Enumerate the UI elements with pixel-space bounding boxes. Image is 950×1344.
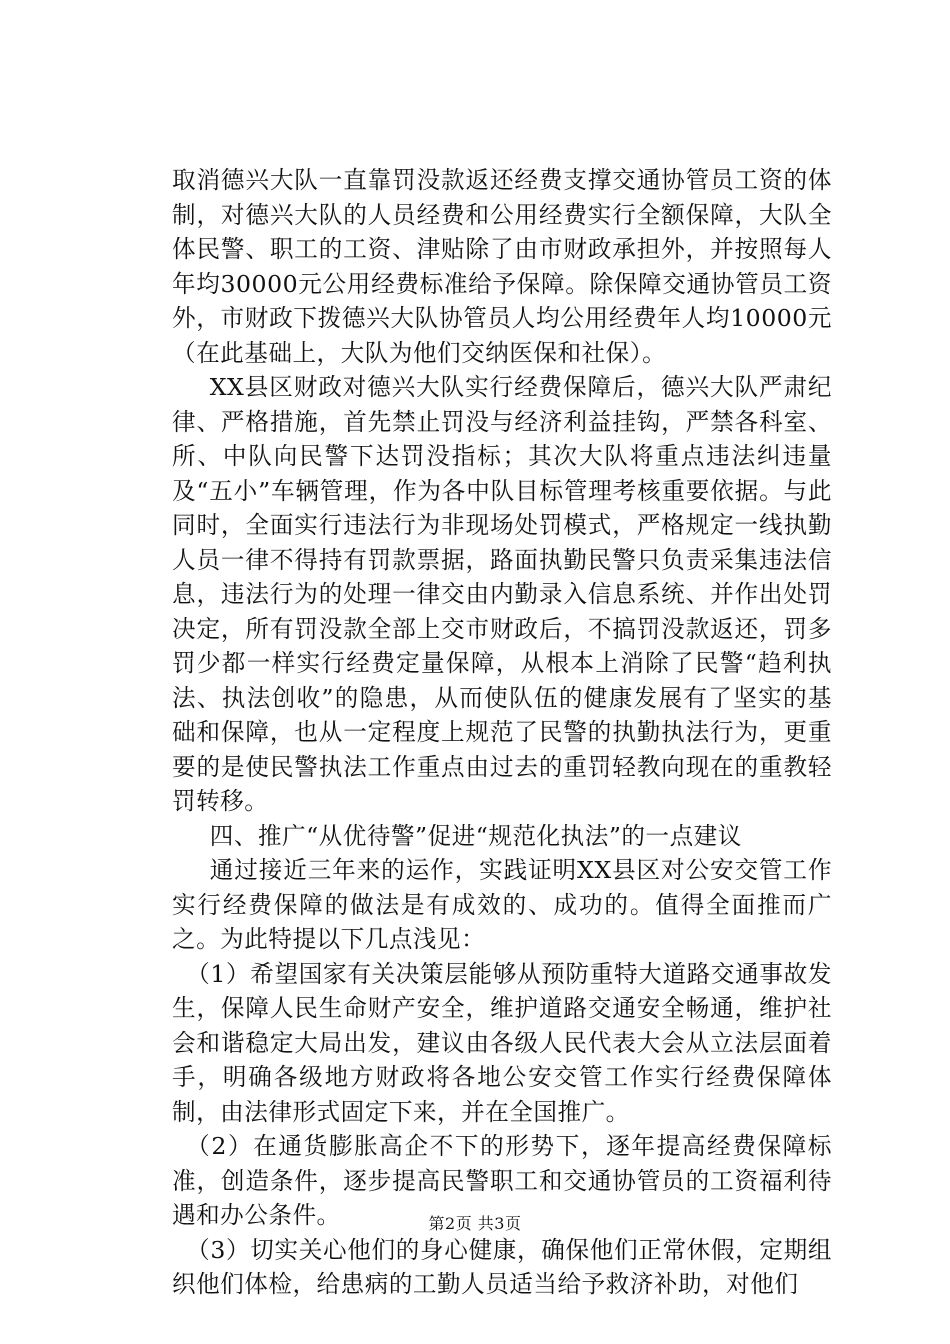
suggestion-item-2: （2）在通货膨胀高企不下的形势下，逐年提高经费保障标准，创造条件，逐步提高民警职工和交通协管员的工资福利待遇和办公条件。 <box>172 1132 832 1229</box>
paragraph-funding-system: 取消德兴大队一直靠罚没款返还经费支撑交通协管员工资的体制，对德兴大队的人员经费和公用经费实行全额保障，大队全体民警、职工的工资、津贴除了由市财政承担外，并按照每人年均30000元公用经费标准给予保障。除保障交通协管员工资外，市财政下拨德兴大队协管员人均公用经费年人均10000元（在此基础上，大队为他们交纳医保和社保）。 <box>172 166 832 367</box>
paragraph-guarantee-effects: XX县区财政对德兴大队实行经费保障后，德兴大队严肃纪律、严格措施，首先禁止罚没与经济利益挂钩，严禁各科室、所、中队向民警下达罚没指标；其次大队将重点违法纠违量及“五小”车辆管理，作为各中队目标管理考核重要依据。与此同时，全面实行违法行为非现场处罚模式，严格规定一线执勤人员一律不得持有罚款票据，路面执勤民警只负责采集违法信息，违法行为的处理一律交由内勤录入信息系统、并作出处罚决定，所有罚没款全部上交市财政后，不搞罚没款返还，罚多罚少都一样实行经费定量保障，从根本上消除了民警“趋利执法、执法创收”的隐患，从而使队伍的健康发展有了坚实的基础和保障，也从一定程度上规范了民警的执勤执法行为，更重要的是使民警执法工作重点由过去的重罚轻教向现在的重教轻罚转移。 <box>172 373 832 815</box>
suggestion-item-1: （1）希望国家有关决策层能够从预防重特大道路交通事故发生，保障人民生命财产安全，维护道路交通安全畅通，维护社会和谐稳定大局出发，建议由各级人民代表大会从立法层面着手，明确各级地方财政将各地公安交管工作实行经费保障体制，由法律形式固定下来，并在全国推广。 <box>172 959 832 1126</box>
paragraph-suggestions-intro: 通过接近三年来的运作，实践证明XX县区对公安交管工作实行经费保障的做法是有成效的、成功的。值得全面推而广之。为此特提以下几点浅见： <box>172 856 832 953</box>
page-number-label: 第2页 共3页 <box>428 1214 522 1233</box>
section-heading-suggestions: 四、推广“从优待警”促进“规范化执法”的一点建议 <box>209 821 742 850</box>
document-body <box>172 163 832 1302</box>
suggestion-item-3: （3）切实关心他们的身心健康，确保他们正常休假，定期组织他们体检，给患病的工勤人员适当给予救济补助，对他们 <box>172 1235 832 1298</box>
page-footer <box>0 1213 950 1235</box>
